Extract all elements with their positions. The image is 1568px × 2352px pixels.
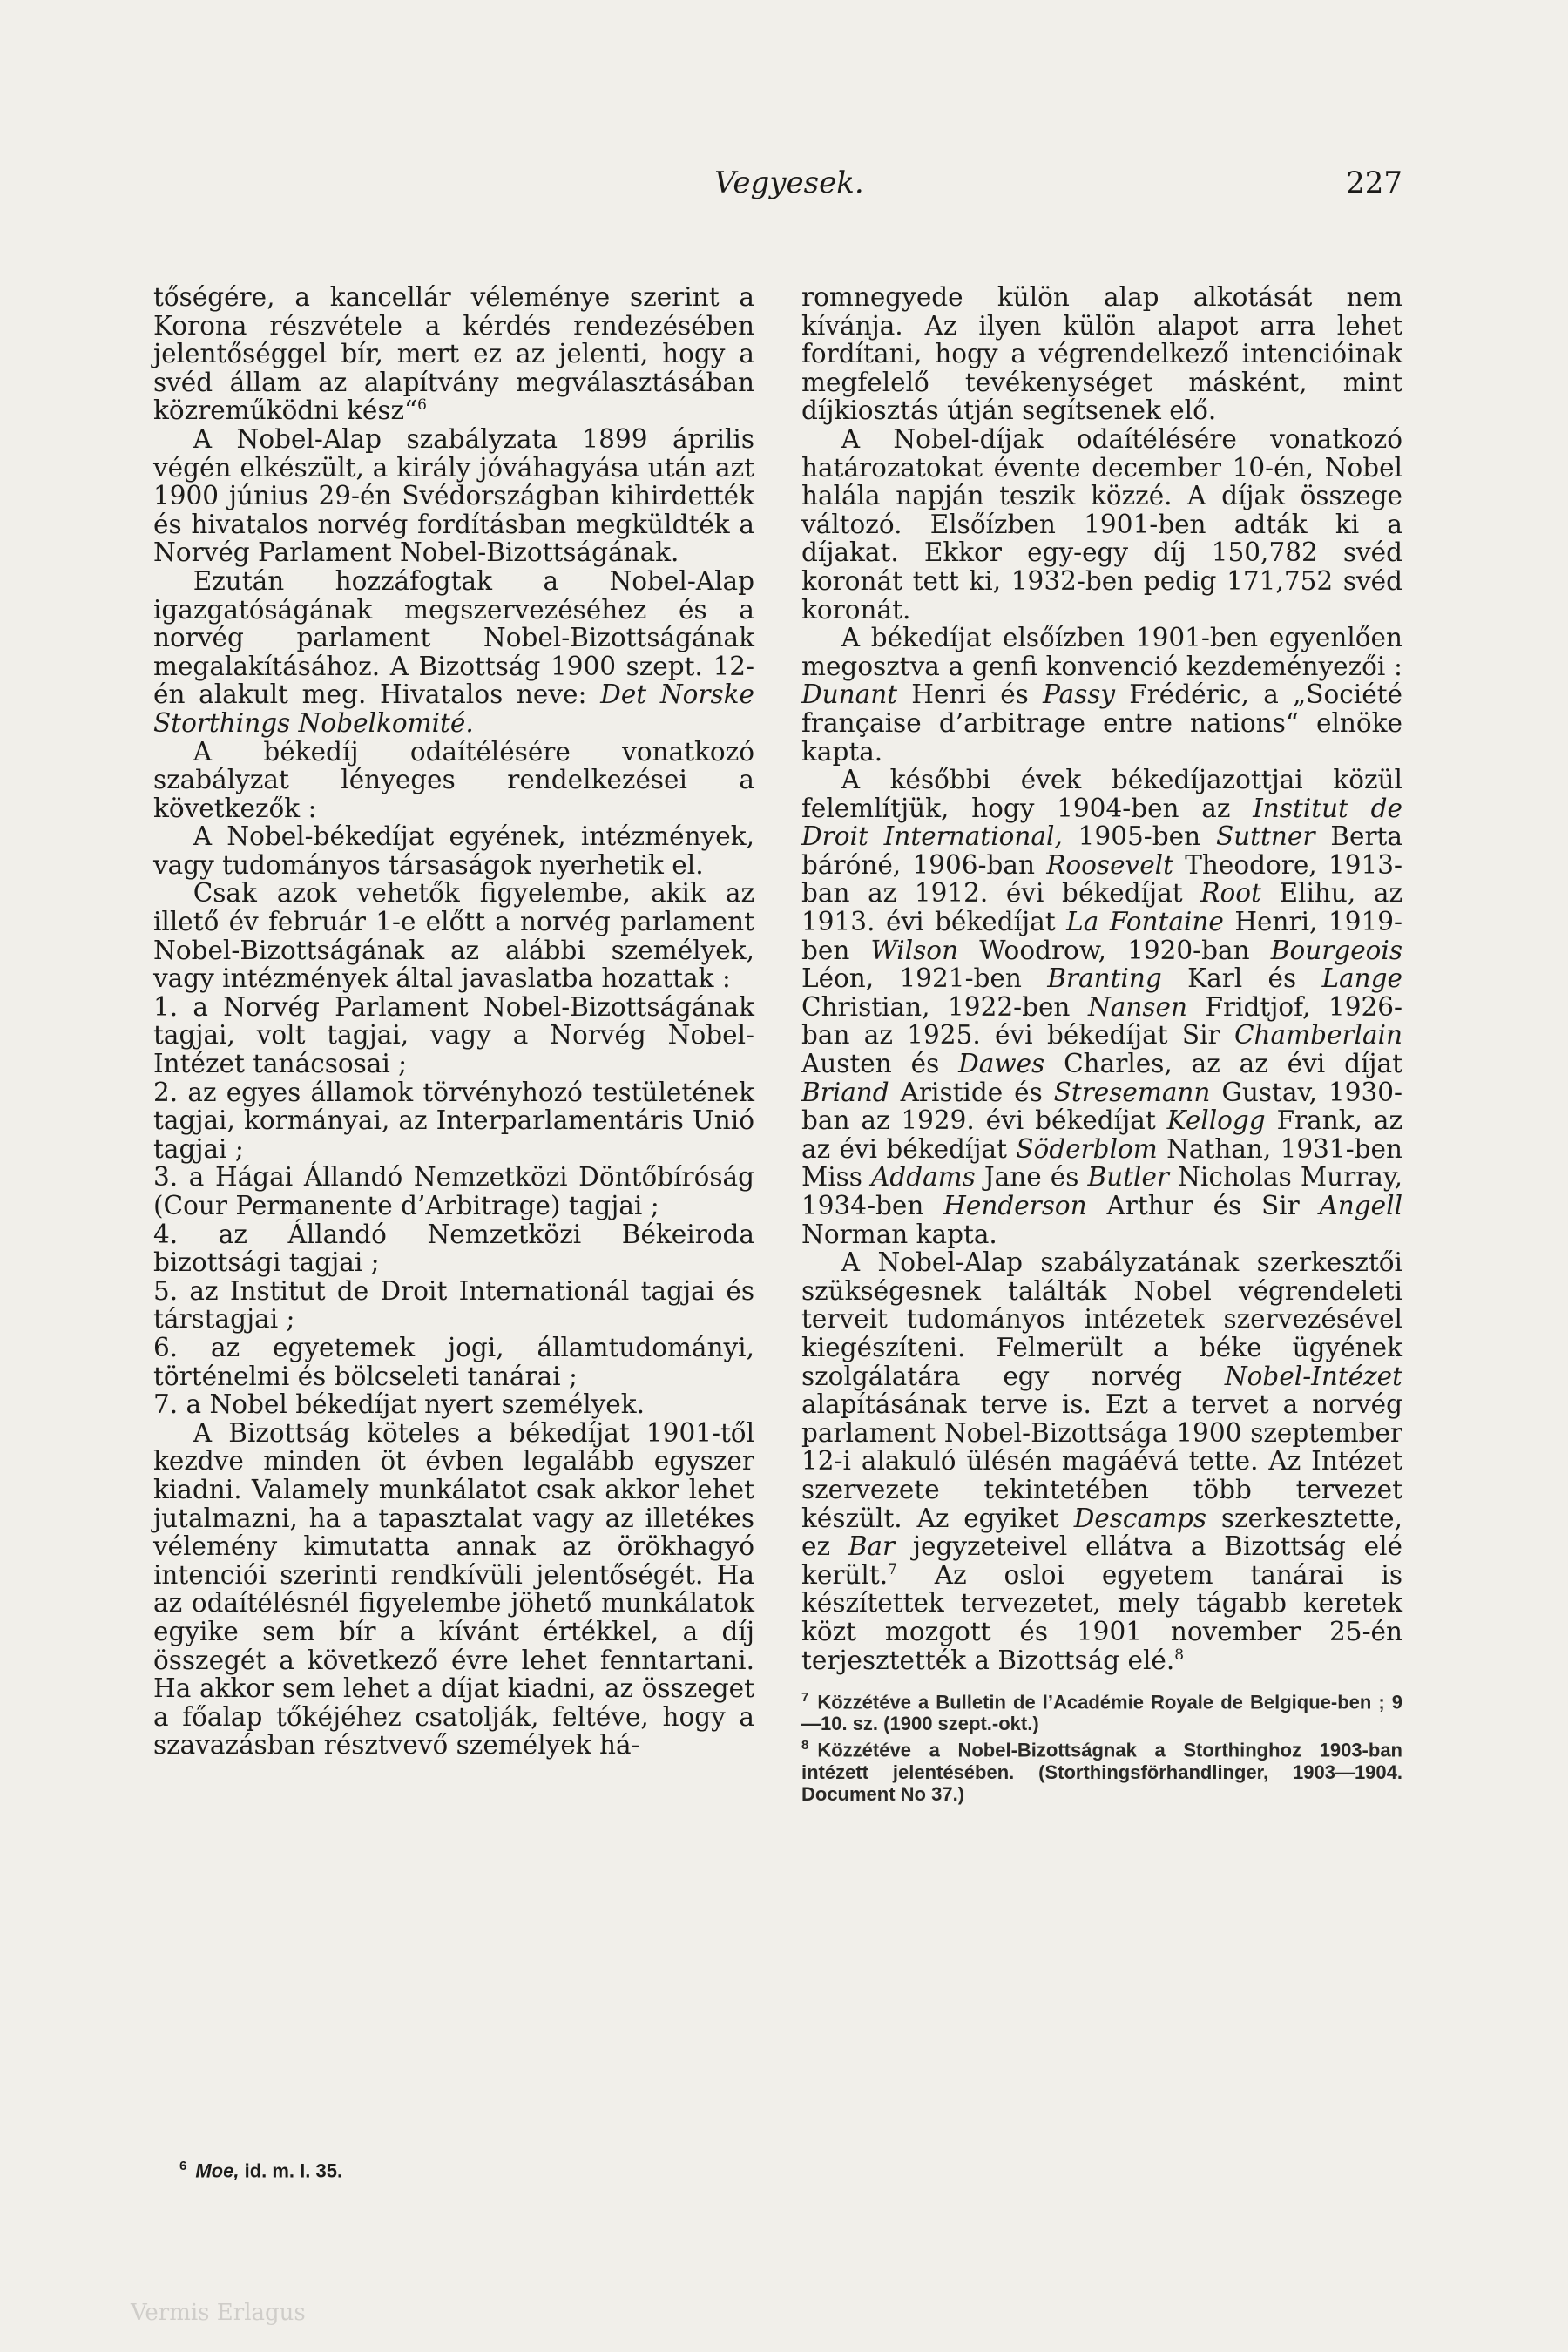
paragraph: Csak azok vehetők figyelembe, akik az illető év február 1-e előtt a norvég parlament Nobel-Bizottságának az alábbi személyek, vagy intézmények által javaslatba hozattak : [153,878,754,994]
paragraph-text: Austen és [801,1049,959,1079]
paragraph-text: Henri, 1919-ben [801,907,1402,965]
name-nobel-institute: Nobel-Intézet [1224,1361,1402,1391]
footnote-author: Moe, [195,2159,240,2182]
name-wilson: Wilson [870,935,959,965]
name-addams: Addams [871,1162,976,1193]
footnote-mark: 6 [179,2159,187,2173]
paragraph [801,1248,1402,1674]
paragraph-text: Charles, az az évi díjat [1044,1049,1402,1079]
name-descamps: Descamps [1073,1503,1207,1533]
name-passy: Passy [1042,679,1116,710]
name-bar: Bar [848,1531,896,1562]
paragraph-text: Fridtjof, 1926-ban az 1925. évi békedíjat Sir [801,991,1402,1051]
paragraph-text: Henri és [897,679,1043,710]
footnote-text: id. m. I. 35. [239,2159,343,2182]
name-soderblom: Söderblom [1016,1133,1158,1164]
paragraph-text: Norman kapta. [801,1219,997,1249]
footnote-text: Közzétéve a Bulletin de l’Académie Royale de Belgique-ben ; 9—10. sz. (1900 szept.-okt.) [801,1691,1402,1735]
list-item: 1. a Norvég Parlament Nobel-Bizottságának tagjai, volt tagjai, vagy a Norvég Nobel-Intézet tanácsosai ; [153,991,754,1079]
paragraph-text: Léon, 1921-ben [801,963,1048,994]
name-angell: Angell [1319,1191,1402,1220]
paragraph-text: Christian, 1922-ben [801,991,1088,1022]
footnote-mark: 8 [801,1738,809,1754]
paragraph: romnegyede külön alap alkotását nem kívánja. Az ilyen külön alapot arra lehet fordítani, hogy a végrendelkező intencióinak megfelelő tevékenységet másként, mint díjkiosztás útján segítsenek elő. [801,282,1402,426]
paragraph-text: Woodrow, 1920-ban [958,935,1271,965]
footnote-mark: 7 [801,1690,809,1706]
name-bourgeois: Bourgeois [1270,935,1402,965]
footnote-ref: 6 [417,396,427,415]
name-butler: Butler [1087,1162,1170,1193]
paragraph: A Bizottság köteles a békedíjat 1901-től kezdve minden öt évben legalább egyszer kiadni. Valamely munkálatot csak akkor lehet jutalmazni, ha a tapasztalat vagy az illetékes vélemény kimutatta annak az örökhagyó intenciói szerinti rendkívüli jelentőségét. Ha az odaítélésnél figyelembe jöhető munkálatok egyike sem bír a kívánt értékkel, a díj összegét a következő évre lehet fenntartani. Ha akkor sem lehet a díjat kiadni, az összeget a főalap tőkéjéhez csatolják, feltéve, hogy a szavazásban résztvevő személyek há- [153,1417,754,1761]
footnote-7 [801,1686,1402,1734]
running-head [714,166,1402,209]
list-item: 2. az egyes államok törvényhozó testületének tagjai, kormányai, az Interparlamentáris Unió tagjai ; [153,1077,754,1164]
paragraph [153,283,754,425]
paragraph-text: alapításának terve is. Ezt a tervet a norvég parlament Nobel-Bizottsága 1900 szeptember 12-i alakuló ülésén magáévá tette. Az Intézet szervezete tekintetében több tervezet készült. Az egyiket [801,1389,1402,1533]
paragraph [801,624,1402,766]
paragraph: A békedíj odaítélésére vonatkozó szabályzat lényeges rendelkezései a következők : [153,736,754,823]
name-roosevelt: Roosevelt [1046,849,1173,880]
footnote-separator [801,1674,1402,1686]
name-kellogg: Kellogg [1166,1105,1266,1136]
paragraph-text: szerkesztette, ez [801,1503,1402,1562]
paragraph-text: Arthur és Sir [1086,1191,1320,1220]
paragraph-text: jegyzeteivel ellátva a Bizottság elé került. [801,1531,1402,1590]
paragraph-text: Berta báróné, 1906-ban [801,821,1402,880]
paragraph-text: A későbbi évek békedíjazottjai közül felemlítjük, hogy 1904-ben az [801,765,1402,823]
name-nansen: Nansen [1087,991,1187,1022]
paragraph-text: A Nobel-Alap szabályzatának szerkesztői szükségesnek találták Nobel végrendeleti terveit tudományos intézetek szervezésével kiegészíteni. Felmerült a béke ügyének szolgálatára egy norvég [801,1247,1402,1391]
paragraph-text: Elihu, az 1913. évi békedíjat [801,878,1402,937]
left-column [153,283,754,1760]
footnote-ref: 7 [888,1560,897,1578]
running-title: Vegyesek. [714,166,864,200]
list-item: 7. a Nobel békedíjat nyert személyek. [153,1389,645,1420]
name-briand: Briand [801,1077,889,1107]
list-item: 6. az egyetemek jogi, államtudományi, történelmi és bölcseleti tanárai ; [153,1332,754,1391]
footnote-ref: 8 [1174,1646,1185,1664]
paragraph-text: Ezután hozzáfogtak a Nobel-Alap igazgatóságának megszervezéséhez és a norvég parlament Nobel-Bizottságának megalakításához. A Bizottság 1900 szept. 12-én alakult meg. Hivatalos neve: [153,565,754,710]
name-lange: Lange [1321,963,1402,994]
committee-name: Det Norske Storthings Nobelkomité. [153,679,754,738]
paragraph: A Nobel-díjak odaítélésére vonatkozó határozatokat évente december 10-én, Nobel halála napján teszik közzé. A díjak összege változó. Elsőízben 1901-ben adták ki a díjakat. Ekkor egy-egy díj 150,782 svéd koronát tett ki, 1932-ben pedig 171,752 svéd koronát. [801,423,1402,625]
name-suttner: Suttner [1215,821,1315,852]
paragraph-text: 1905-ben [1062,821,1216,852]
name-chamberlain: Chamberlain [1233,1020,1402,1051]
paragraph [801,766,1402,1248]
paragraph-text: Nathan, 1931-ben Miss [801,1133,1402,1193]
paragraph: A Nobel-Alap szabályzata 1899 április végén elkészült, a király jóváhagyása után azt 1900 június 29-én Svédországban kihirdették és hivatalos norvég fordításban megküldték a Norvég Parlament Nobel-Bizottságának. [153,423,754,568]
paragraph-text: Karl és [1161,963,1322,994]
footnote-6 [179,2159,342,2182]
right-column [801,283,1402,1805]
paragraph: A Nobel-békedíjat egyének, intézmények, vagy tudományos társaságok nyerhetik el. [153,821,754,880]
paragraph-text: Frédéric, a „Société française d’arbitrage entre nations“ elnöke kapta. [801,679,1402,767]
paragraph-text: Nicholas Murray, 1934-ben [801,1162,1402,1220]
page-number: 227 [1346,166,1402,200]
paragraph [153,567,754,738]
name-henderson: Henderson [943,1191,1087,1220]
list-item: 3. a Hágai Állandó Nemzetközi Döntőbíróság (Cour Permanente d’Arbitrage) tagjai ; [153,1162,754,1220]
bleed-through-text: Vermis Erlagus [131,2300,306,2326]
name-dawes: Dawes [958,1049,1045,1079]
paragraph-text: Aristide és [889,1077,1054,1107]
list-item: 4. az Állandó Nemzetközi Békeiroda bizottsági tagjai ; [153,1219,754,1278]
paragraph-text: Theodore, 1913-ban az 1912. évi békedíjat [801,849,1402,909]
footnote-8 [801,1734,1402,1804]
name-branting: Branting [1047,963,1162,994]
paragraph-text: A békedíjat elsőízben 1901-ben egyenlően megosztva a genfi konvenció kezdeményezői : [801,623,1402,681]
name-root: Root [1200,878,1261,909]
footnote-text: Közzétéve a Nobel-Bizottságnak a Storthinghoz 1903-ban intézett jelentésében. (Storthingsförhandlinger, 1903—1904. Document No 37.) [801,1739,1402,1805]
name-lafontaine: La Fontaine [1066,907,1224,937]
paragraph-text: Frank, az az évi békedíjat [801,1105,1402,1164]
name-dunant: Dunant [801,679,898,710]
name-stresemann: Stresemann [1053,1077,1211,1107]
paragraph-text: Az osloi egyetem tanárai is készítettek tervezetet, mely tágabb keretek közt mozgott és 1901 november 25-én terjesztették a Bizottság elé. [801,1559,1402,1675]
name-institut: Institut de Droit International, [801,793,1402,852]
list-item: 5. az Institut de Droit Internationál tagjai és társtagjai ; [153,1275,754,1335]
paragraph-text: Gustav, 1930-ban az 1929. évi békedíjat [801,1077,1402,1136]
paragraph-text: tőségére, a kancellár véleménye szerint a Korona részvétele a kérdés rendezésében jelentőséggel bír, mert ez az jelenti, hogy a svéd állam az alapítvány megválasztásában közreműködni kész“ [153,282,754,426]
paragraph-text: Jane és [975,1162,1088,1193]
